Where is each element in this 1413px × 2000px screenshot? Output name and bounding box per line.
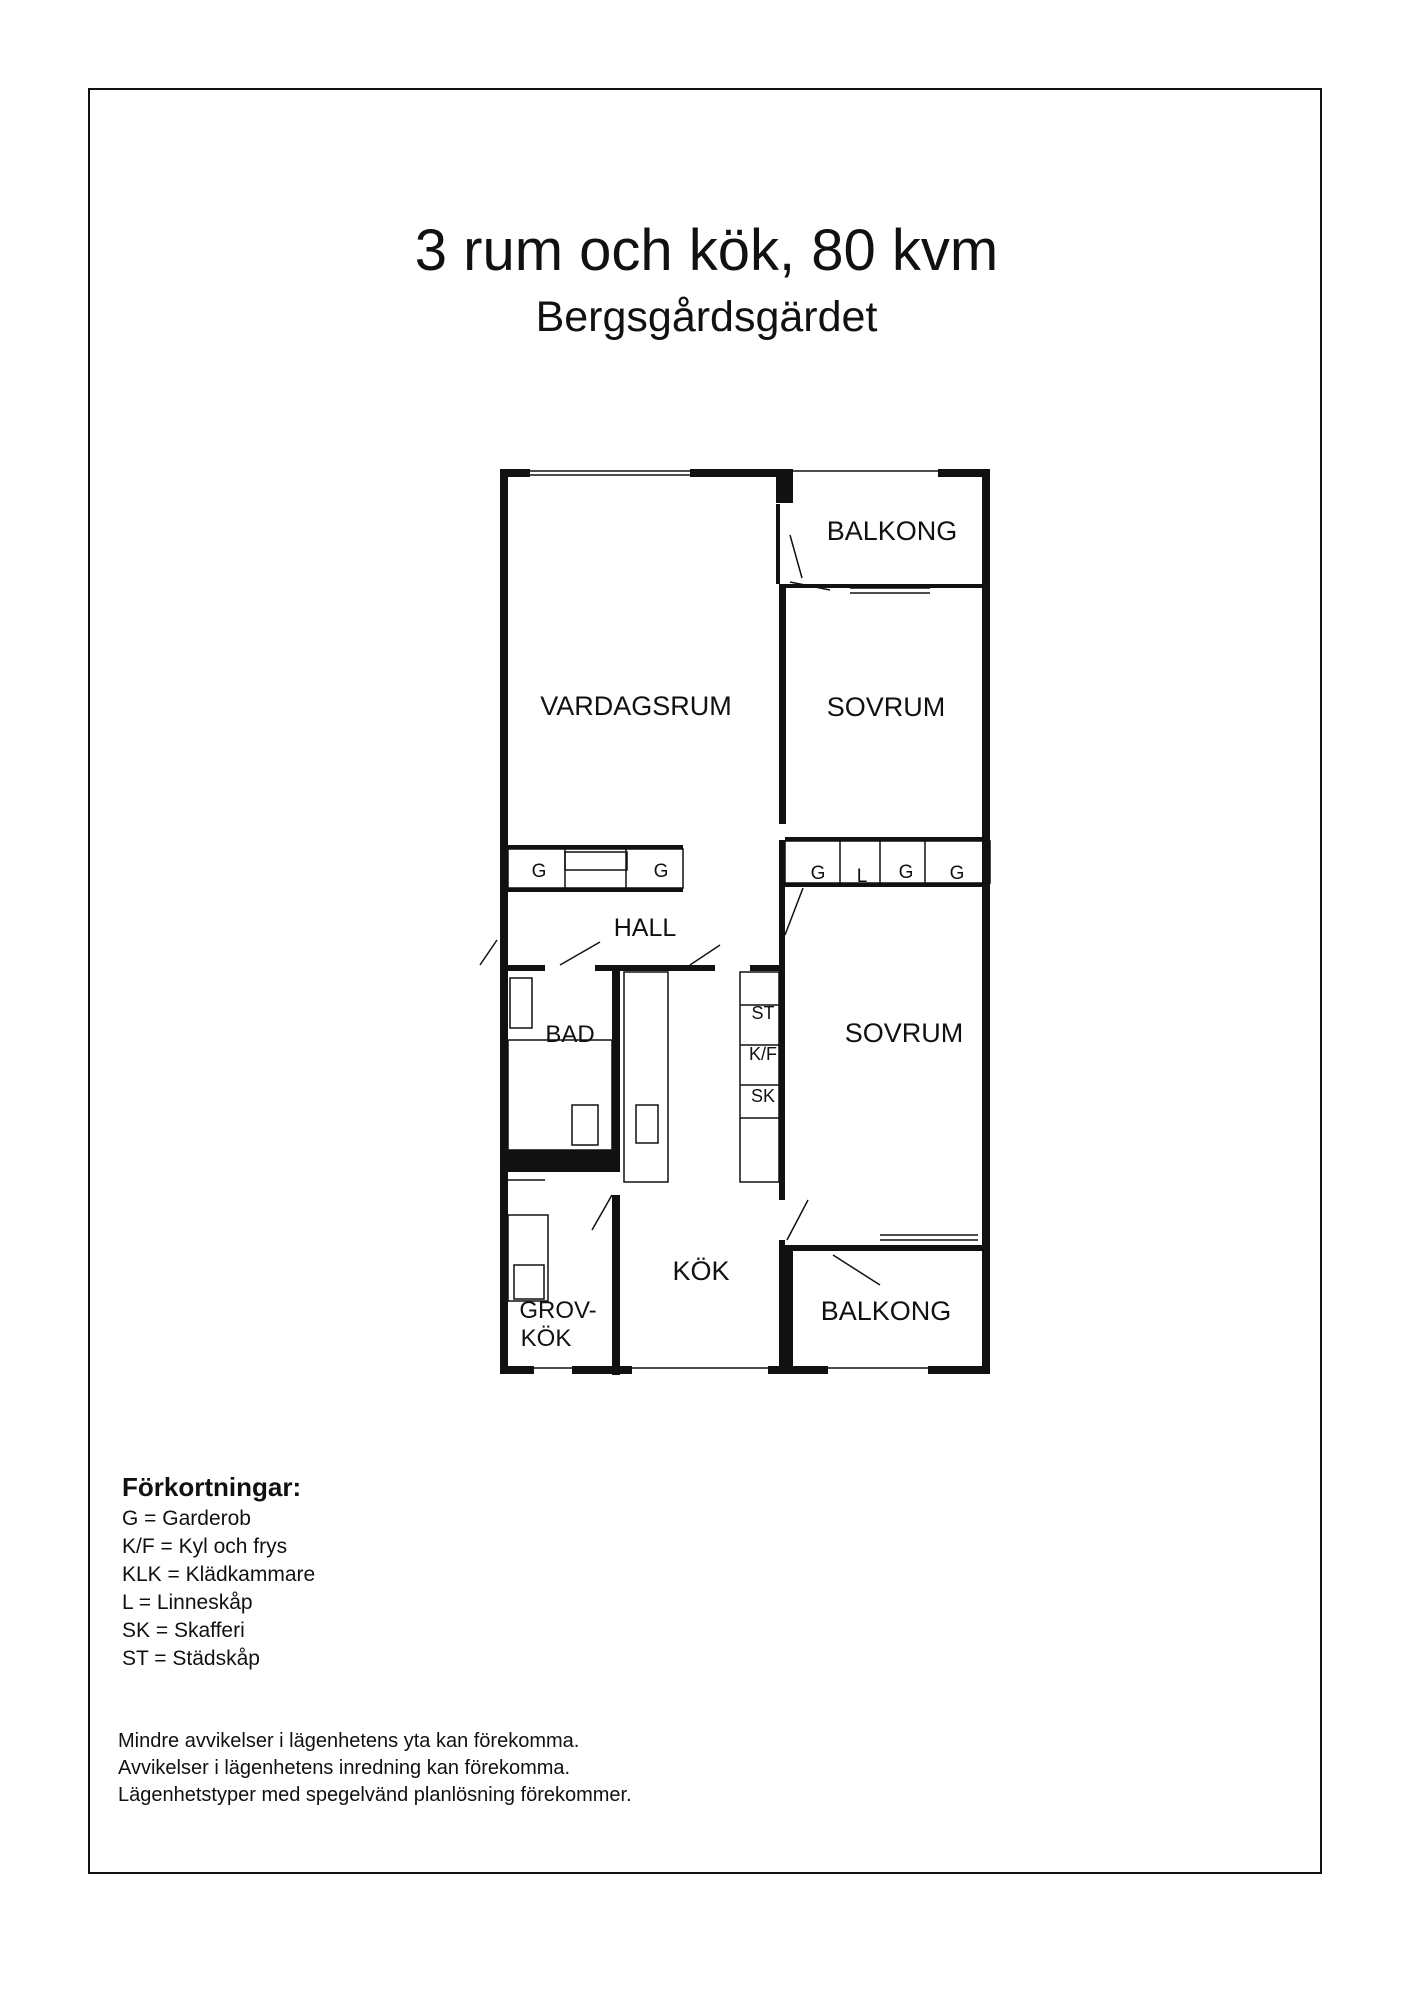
fixture-label-g: G [810, 863, 826, 884]
room-label-grovkok-line1: GROV- [519, 1297, 597, 1324]
room-label-sovrum-top: SOVRUM [826, 692, 946, 722]
plan-subtitle: Bergsgårdsgärdet [535, 293, 878, 341]
fixture-label-g: G [531, 861, 547, 882]
abbreviations-list [122, 1505, 315, 1673]
room-label-vardagsrum: VARDAGSRUM [540, 691, 732, 721]
room-label-balkong-top: BALKONG [826, 516, 958, 546]
room-label-balkong-bottom: BALKONG [820, 1296, 952, 1326]
abbreviation-item: ST = Städskåp [122, 1647, 260, 1670]
fixture-label-g: G [653, 861, 669, 882]
fixture-labels [532, 861, 965, 1106]
windows [480, 471, 990, 1368]
plan-title: 3 rum och kök, 80 kvm [414, 218, 999, 283]
fixture-label-l: L [856, 866, 868, 887]
fixture-label-g: G [949, 863, 965, 884]
fixture-label-st: ST [751, 1003, 775, 1023]
disclaimer-notes [118, 1728, 632, 1809]
room-label-hall: HALL [613, 914, 677, 942]
note-line: Avvikelser i lägenhetens inredning kan förekomma. [118, 1757, 571, 1779]
fixture-label-kf: K/F [748, 1044, 778, 1064]
room-label-bad: BAD [545, 1021, 595, 1048]
abbreviation-item: L = Linneskåp [122, 1591, 253, 1614]
fixture-label-sk: SK [750, 1086, 776, 1106]
note-line: Lägenhetstyper med spegelvänd planlösning förekommer. [118, 1784, 632, 1806]
abbreviation-item: SK = Skafferi [122, 1619, 245, 1642]
room-label-sovrum-bottom: SOVRUM [844, 1018, 964, 1048]
abbreviation-item: K/F = Kyl och frys [122, 1535, 288, 1558]
fixture-label-g: G [898, 862, 914, 883]
room-label-grovkok-line2: KÖK [520, 1325, 572, 1352]
walls [500, 469, 990, 1375]
abbreviation-item: G = Garderob [122, 1507, 251, 1530]
room-labels [519, 516, 963, 1352]
abbreviation-item: KLK = Klädkammare [122, 1563, 316, 1586]
abbreviations-heading: Förkortningar: [122, 1472, 302, 1502]
room-label-kok: KÖK [672, 1256, 730, 1286]
note-line: Mindre avvikelser i lägenhetens yta kan förekomma. [118, 1730, 580, 1752]
